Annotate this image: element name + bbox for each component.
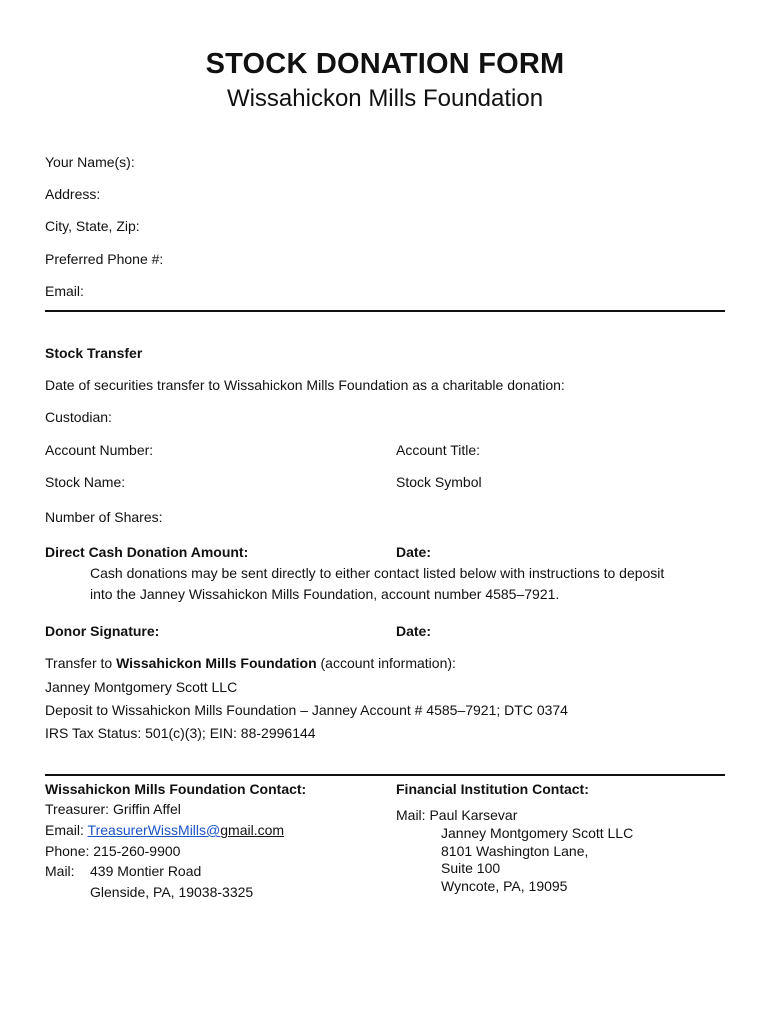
- foundation-contact-heading: Wissahickon Mills Foundation Contact:: [45, 781, 307, 797]
- cash-donation-note-line2: into the Janney Wissahickon Mills Foundation, account number 4585–7921.: [90, 586, 560, 602]
- foundation-phone: Phone: 215-260-9900: [45, 843, 181, 859]
- stock-name-label: Stock Name:: [45, 474, 126, 490]
- transfer-suffix: (account information):: [316, 655, 456, 671]
- form-title: STOCK DONATION FORM: [205, 48, 565, 80]
- cash-donation-note-line1: Cash donations may be sent directly to either contact listed below with instructions to deposit: [90, 565, 665, 581]
- irs-tax-status-line: IRS Tax Status: 501(c)(3); EIN: 88-2996144: [45, 725, 316, 741]
- transfer-foundation-name: Wissahickon Mills Foundation: [116, 655, 317, 671]
- foundation-treasurer: Treasurer: Griffin Affel: [45, 801, 181, 817]
- cash-donation-amount-label: Direct Cash Donation Amount:: [45, 544, 249, 560]
- transfer-date-label: Date of securities transfer to Wissahickon Mills Foundation as a charitable donation:: [45, 377, 565, 393]
- form-subtitle: Wissahickon Mills Foundation: [226, 85, 544, 112]
- city-state-zip-field-label: City, State, Zip:: [45, 218, 140, 234]
- foundation-mail-line1: 439 Montier Road: [90, 863, 202, 879]
- transfer-account-line: Deposit to Wissahickon Mills Foundation – Janney Account # 4585–7921; DTC 0374: [45, 702, 568, 718]
- treasurer-email-link[interactable]: TreasurerWissMills@: [87, 822, 221, 838]
- cash-donation-date-label: Date:: [396, 544, 432, 560]
- institution-contact-heading: Financial Institution Contact:: [396, 781, 589, 797]
- signature-date-label: Date:: [396, 623, 432, 639]
- transfer-to-line: [45, 655, 456, 671]
- number-of-shares-label: Number of Shares:: [45, 509, 163, 525]
- stock-transfer-heading: Stock Transfer: [45, 345, 143, 361]
- institution-street-line: 8101 Washington Lane,: [441, 843, 589, 859]
- foundation-email-line: [45, 822, 284, 838]
- email-domain: gmail.com: [220, 822, 285, 838]
- foundation-mail-line2: Glenside, PA, 19038-3325: [90, 884, 254, 900]
- section-divider: [45, 310, 725, 312]
- institution-name-line: Janney Montgomery Scott LLC: [441, 825, 634, 841]
- transfer-institution-line: Janney Montgomery Scott LLC: [45, 679, 238, 695]
- account-title-label: Account Title:: [396, 442, 481, 458]
- custodian-label: Custodian:: [45, 409, 112, 425]
- stock-symbol-label: Stock Symbol: [396, 474, 482, 490]
- email-field-label: Email:: [45, 283, 84, 299]
- account-number-label: Account Number:: [45, 442, 154, 458]
- name-field-label: Your Name(s):: [45, 154, 135, 170]
- institution-city-line: Wyncote, PA, 19095: [441, 878, 568, 894]
- address-field-label: Address:: [45, 186, 101, 202]
- institution-mail-line: Mail: Paul Karsevar: [396, 807, 518, 823]
- institution-suite-line: Suite 100: [441, 860, 501, 876]
- email-prefix: Email:: [45, 822, 88, 838]
- contacts-divider: [45, 774, 725, 776]
- donor-signature-label: Donor Signature:: [45, 623, 160, 639]
- phone-field-label: Preferred Phone #:: [45, 251, 164, 267]
- transfer-prefix: Transfer to: [45, 655, 117, 671]
- foundation-mail-label: Mail:: [45, 863, 75, 879]
